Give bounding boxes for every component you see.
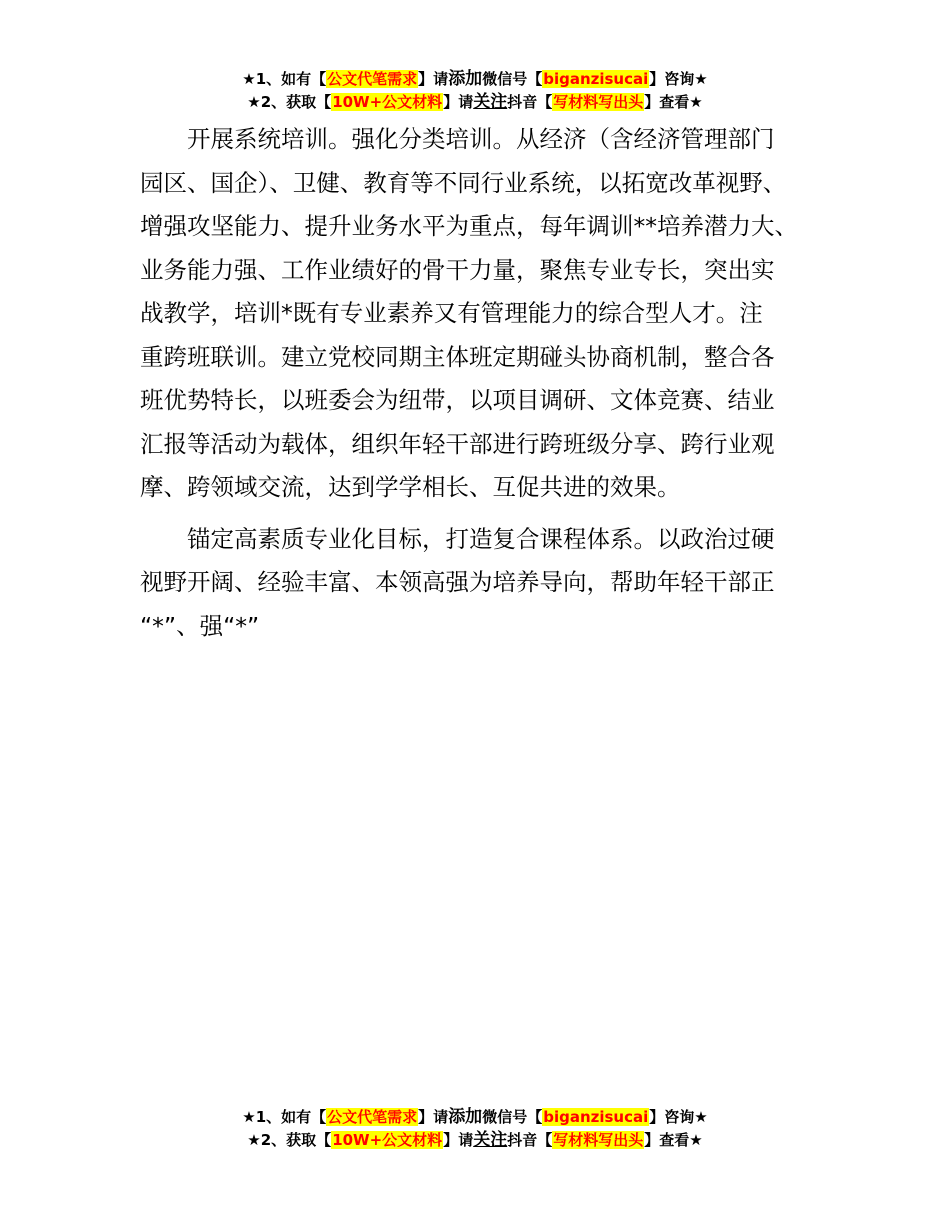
paragraph: 锚定高素质专业化目标，打造复合课程体系。以政治过硬 视野开阔、经验丰富、本领高强为培养导向，帮助年轻干部正 “*”、强“*” [140, 524, 775, 640]
banner-highlight: 写材料写出头 [553, 1131, 644, 1149]
banner-emphasis: 添加 [448, 69, 483, 89]
banner-text: 】请 [418, 70, 449, 88]
banner-highlight: 写材料写出头 [553, 93, 644, 111]
banner-line-1 [0, 68, 950, 91]
banner-highlight: 公文代笔需求 [327, 1108, 418, 1126]
header-banner [0, 68, 950, 114]
document-body [140, 118, 820, 648]
banner-text: 】请 [443, 93, 474, 111]
banner-text: 】咨询★ [649, 70, 708, 88]
banner-text: 】咨询★ [649, 1108, 708, 1126]
banner-text: 】查看★ [644, 1131, 703, 1149]
banner-text: ★2、获取【 [247, 93, 332, 111]
banner-text: 抖音【 [507, 93, 553, 111]
banner-line-2 [0, 91, 950, 114]
banner-highlight: 10W+公文材料 [332, 93, 443, 111]
banner-line-1 [0, 1106, 950, 1129]
banner-text: ★1、如有【 [242, 1108, 327, 1126]
banner-highlight: 公文代笔需求 [327, 70, 418, 88]
banner-emphasis: 关注 [473, 1130, 508, 1150]
banner-text: 】请 [418, 1108, 449, 1126]
paragraph: 开展系统培训。强化分类培训。从经济（含经济管理部门 园区、国企）、卫健、教育等不同行业系统，以拓宽改革视野、 增强攻坚能力、提升业务水平为重点，每年调训**培养潜力大、 业务能力强、工作业绩好的骨干力量，聚焦专业专长，突出实 战教学，培训*既有专业素养又有管理能力的综合型人才。注 重跨班联训。建立党校同期主体班定期碰头协商机制，整合各 班优势特长，以班委会为纽带，以项目调研、文体竞赛、结业 汇报等活动为载体，组织年轻干部进行跨班级分享、跨行业观 摩、跨领域交流，达到学学相长、互促共进的效果。 [140, 125, 798, 501]
banner-highlight: biganzisucai [543, 1108, 649, 1126]
banner-text: 】查看★ [644, 93, 703, 111]
banner-text: 微信号【 [482, 70, 543, 88]
footer-banner [0, 1106, 950, 1152]
banner-emphasis: 关注 [473, 92, 508, 112]
banner-highlight: biganzisucai [543, 70, 649, 88]
banner-text: 微信号【 [482, 1108, 543, 1126]
banner-text: 】请 [443, 1131, 474, 1149]
banner-text: ★2、获取【 [247, 1131, 332, 1149]
banner-text: ★1、如有【 [242, 70, 327, 88]
banner-line-2 [0, 1129, 950, 1152]
banner-highlight: 10W+公文材料 [332, 1131, 443, 1149]
banner-text: 抖音【 [507, 1131, 553, 1149]
banner-emphasis: 添加 [448, 1107, 483, 1127]
